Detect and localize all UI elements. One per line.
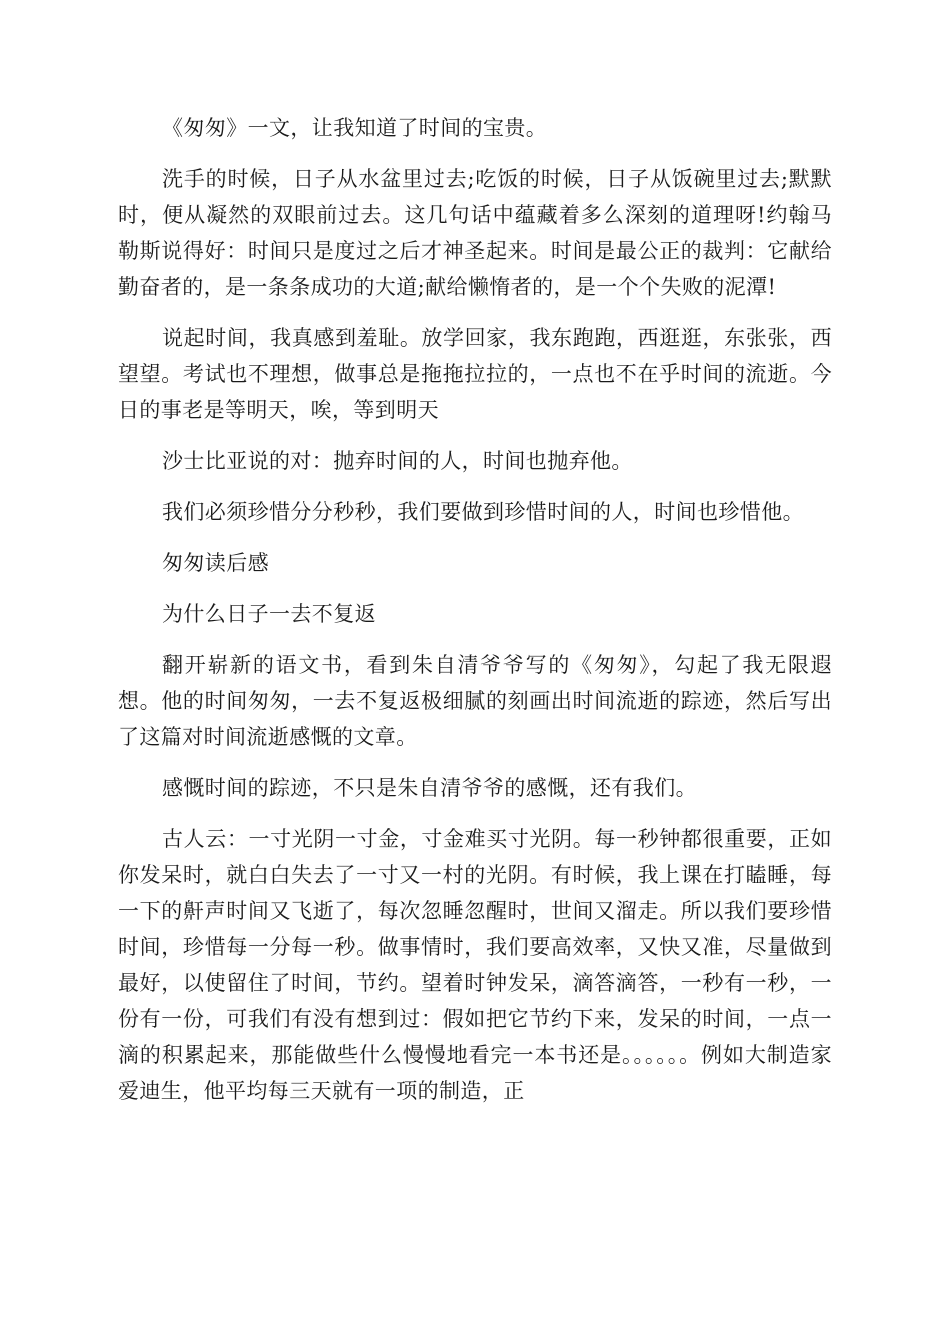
section-subtitle: 为什么日子一去不复返 bbox=[162, 602, 376, 626]
paragraph: 古人云：一寸光阴一寸金，寸金难买寸光阴。每一秒钟都很重要，正如你发呆时，就白白失去了一寸又一村的光阴。有时候，我上课在打瞌睡，每一下的鼾声时间又飞逝了，每次忽睡忽醒时，世间又溜走。所以我们要珍惜时间，珍惜每一分每一秒。做事情时，我们要高效率，又快又准，尽量做到最好，以使留住了时间，节约。望着时钟发呆，滴答滴答，一秒有一秒，一份有一份，可我们有没有想到过：假如把它节约下来，发呆的时间，一点一滴的积累起来，那能做些什么慢慢地看完一本书还是。。。。。。例如大制造家爱迪生，他平均每三天就有一项的制造，正 bbox=[118, 827, 832, 1103]
paragraph: 沙士比亚说的对：抛弃时间的人，时间也抛弃他。 bbox=[162, 449, 633, 473]
paragraph: 《匆匆》一文，让我知道了时间的宝贵。 bbox=[162, 116, 548, 140]
paragraph: 感慨时间的踪迹，不只是朱自清爷爷的感慨，还有我们。 bbox=[162, 776, 697, 800]
paragraph: 翻开崭新的语文书，看到朱自清爷爷写的《匆匆》，勾起了我无限遐想。他的时间匆匆，一去不复返极细腻的刻画出时间流逝的踪迹，然后写出了这篇对时间流逝感慨的文章。 bbox=[118, 653, 832, 749]
paragraph: 洗手的时候，日子从水盆里过去;吃饭的时候，日子从饭碗里过去;默默时，便从凝然的双眼前过去。这几句话中蕴藏着多么深刻的道理呀!约翰马勒斯说得好：时间只是度过之后才神圣起来。时间是最公正的裁判：它献给勤奋者的，是一条条成功的大道;献给懒惰者的，是一个个失败的泥潭! bbox=[118, 167, 832, 299]
paragraph: 我们必须珍惜分分秒秒，我们要做到珍惜时间的人，时间也珍惜他。 bbox=[162, 500, 804, 524]
article-body bbox=[118, 110, 832, 1124]
section-title: 匆匆读后感 bbox=[162, 551, 269, 575]
paragraph: 说起时间，我真感到羞耻。放学回家，我东跑跑，西逛逛，东张张，西望望。考试也不理想，做事总是拖拖拉拉的，一点也不在乎时间的流逝。今日的事老是等明天，唉，等到明天 bbox=[118, 326, 832, 422]
